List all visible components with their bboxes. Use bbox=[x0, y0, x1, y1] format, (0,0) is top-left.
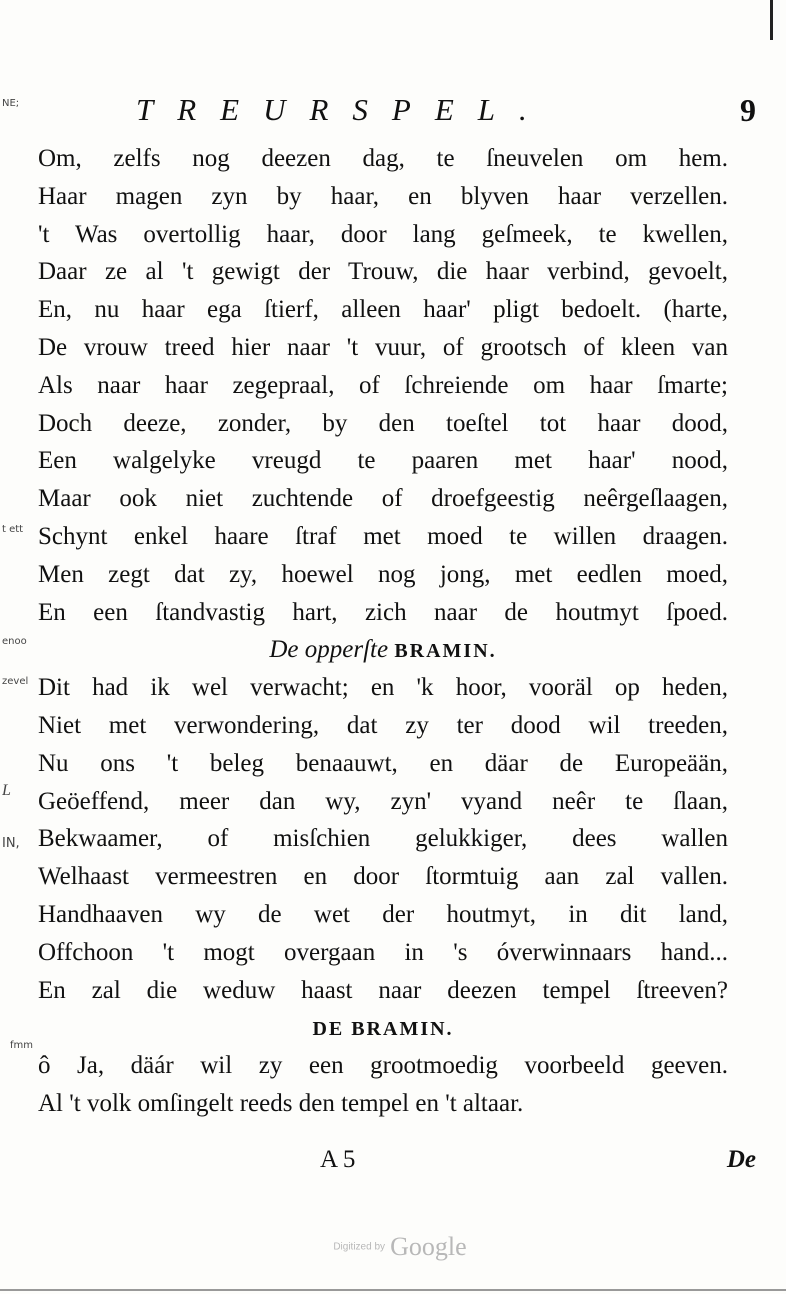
watermark-prefix: Digitized by bbox=[333, 1241, 386, 1253]
digitization-watermark bbox=[300, 1232, 500, 1262]
verse-line: ô Ja, däár wil zy een grootmoedig voorbeeld geeven. bbox=[38, 1052, 728, 1080]
margin-fragment: IN, bbox=[2, 836, 20, 851]
margin-fragment: t ett bbox=[2, 524, 24, 535]
verse-line: Dit had ik wel verwacht; en 'k hoor, vooräl op heden, bbox=[38, 674, 728, 702]
verse-line: Welhaast vermeestren en door ſtormtuig aan zal vallen. bbox=[38, 863, 728, 891]
speaker-heading bbox=[38, 1009, 728, 1047]
verse-line: En, nu haar ega ſtierf, alleen haar' pligt bedoelt. (harte, bbox=[38, 296, 728, 324]
verse-line: Geöeffend, meer dan wy, zyn' vyand neêr te ſlaan, bbox=[38, 787, 728, 815]
verse-line: Doch deeze, zonder, by den toeſtel tot haar dood, bbox=[38, 409, 728, 437]
speaker-heading-caps: DE BRAMIN. bbox=[312, 1018, 454, 1041]
page-number: 9 bbox=[740, 92, 756, 128]
verse-line: Offchoon 't mogt overgaan in 's óverwinnaars hand... bbox=[38, 938, 728, 966]
margin-fragment: L bbox=[2, 782, 11, 799]
verse-line: Een walgelyke vreugd te paaren met haar' nood, bbox=[38, 447, 728, 475]
margin-fragment: zevel bbox=[2, 676, 29, 687]
catchword: De bbox=[726, 1146, 756, 1173]
verse-line: Men zegt dat zy, hoewel nog jong, met eedlen moed, bbox=[38, 560, 728, 588]
signature-mark: A 5 bbox=[320, 1146, 356, 1173]
margin-fragment: fmm bbox=[10, 1040, 34, 1051]
verse-line: Om, zelfs nog deezen dag, te ſneuvelen om hem. bbox=[38, 145, 728, 172]
verse-line: En een ſtandvastig hart, zich naar de houtmyt ſpoed. bbox=[38, 598, 728, 626]
margin-fragment: enoo bbox=[2, 636, 27, 647]
verse-line: Als naar haar zegepraal, of ſchreiende om haar ſmarte; bbox=[38, 371, 728, 399]
verse-line: De vrouw treed hier naar 't vuur, of grootsch of kleen van bbox=[38, 333, 728, 361]
verse-line: Maar ook niet zuchtende of droefgeestig neêrgeſlaagen, bbox=[38, 485, 728, 513]
verse-line: Haar magen zyn by haar, en blyven haar verzellen. bbox=[38, 182, 728, 210]
top-edge-mark bbox=[770, 0, 773, 40]
speaker-heading-italic: De opperſte bbox=[269, 636, 389, 664]
verse-line: Handhaaven wy de wet der houtmyt, in dit land, bbox=[38, 900, 728, 928]
watermark-brand: Google bbox=[390, 1232, 467, 1261]
verse-line: Bekwaamer, of misſchien gelukkiger, dees wallen bbox=[38, 825, 728, 853]
bottom-edge-mark bbox=[0, 1289, 786, 1291]
verse-line: Schynt enkel haare ſtraf met moed te willen draagen. bbox=[38, 522, 728, 550]
verse-line: Al 't volk omſingelt reeds den tempel en 't altaar. bbox=[38, 1089, 524, 1117]
verse-line: Nu ons 't beleg benaauwt, en däar de Europeään, bbox=[38, 749, 728, 777]
verse-text bbox=[38, 140, 728, 1123]
verse-line: En zal die weduw haast naar deezen tempel ſtreeven? bbox=[38, 976, 728, 1004]
running-title: TREURSPEL. bbox=[136, 92, 551, 127]
margin-fragment: NE; bbox=[2, 98, 20, 109]
speaker-heading-caps: BRAMIN. bbox=[394, 640, 497, 663]
verse-line: 't Was overtollig haar, door lang geſmeek, te kwellen, bbox=[38, 220, 728, 248]
page-header bbox=[130, 92, 756, 132]
speaker-heading bbox=[38, 631, 728, 669]
verse-line: Niet met verwondering, dat zy ter dood wil treeden, bbox=[38, 711, 728, 739]
verse-line: Daar ze al 't gewigt der Trouw, die haar verbind, gevoelt, bbox=[38, 258, 728, 286]
page-footer bbox=[320, 1146, 756, 1182]
